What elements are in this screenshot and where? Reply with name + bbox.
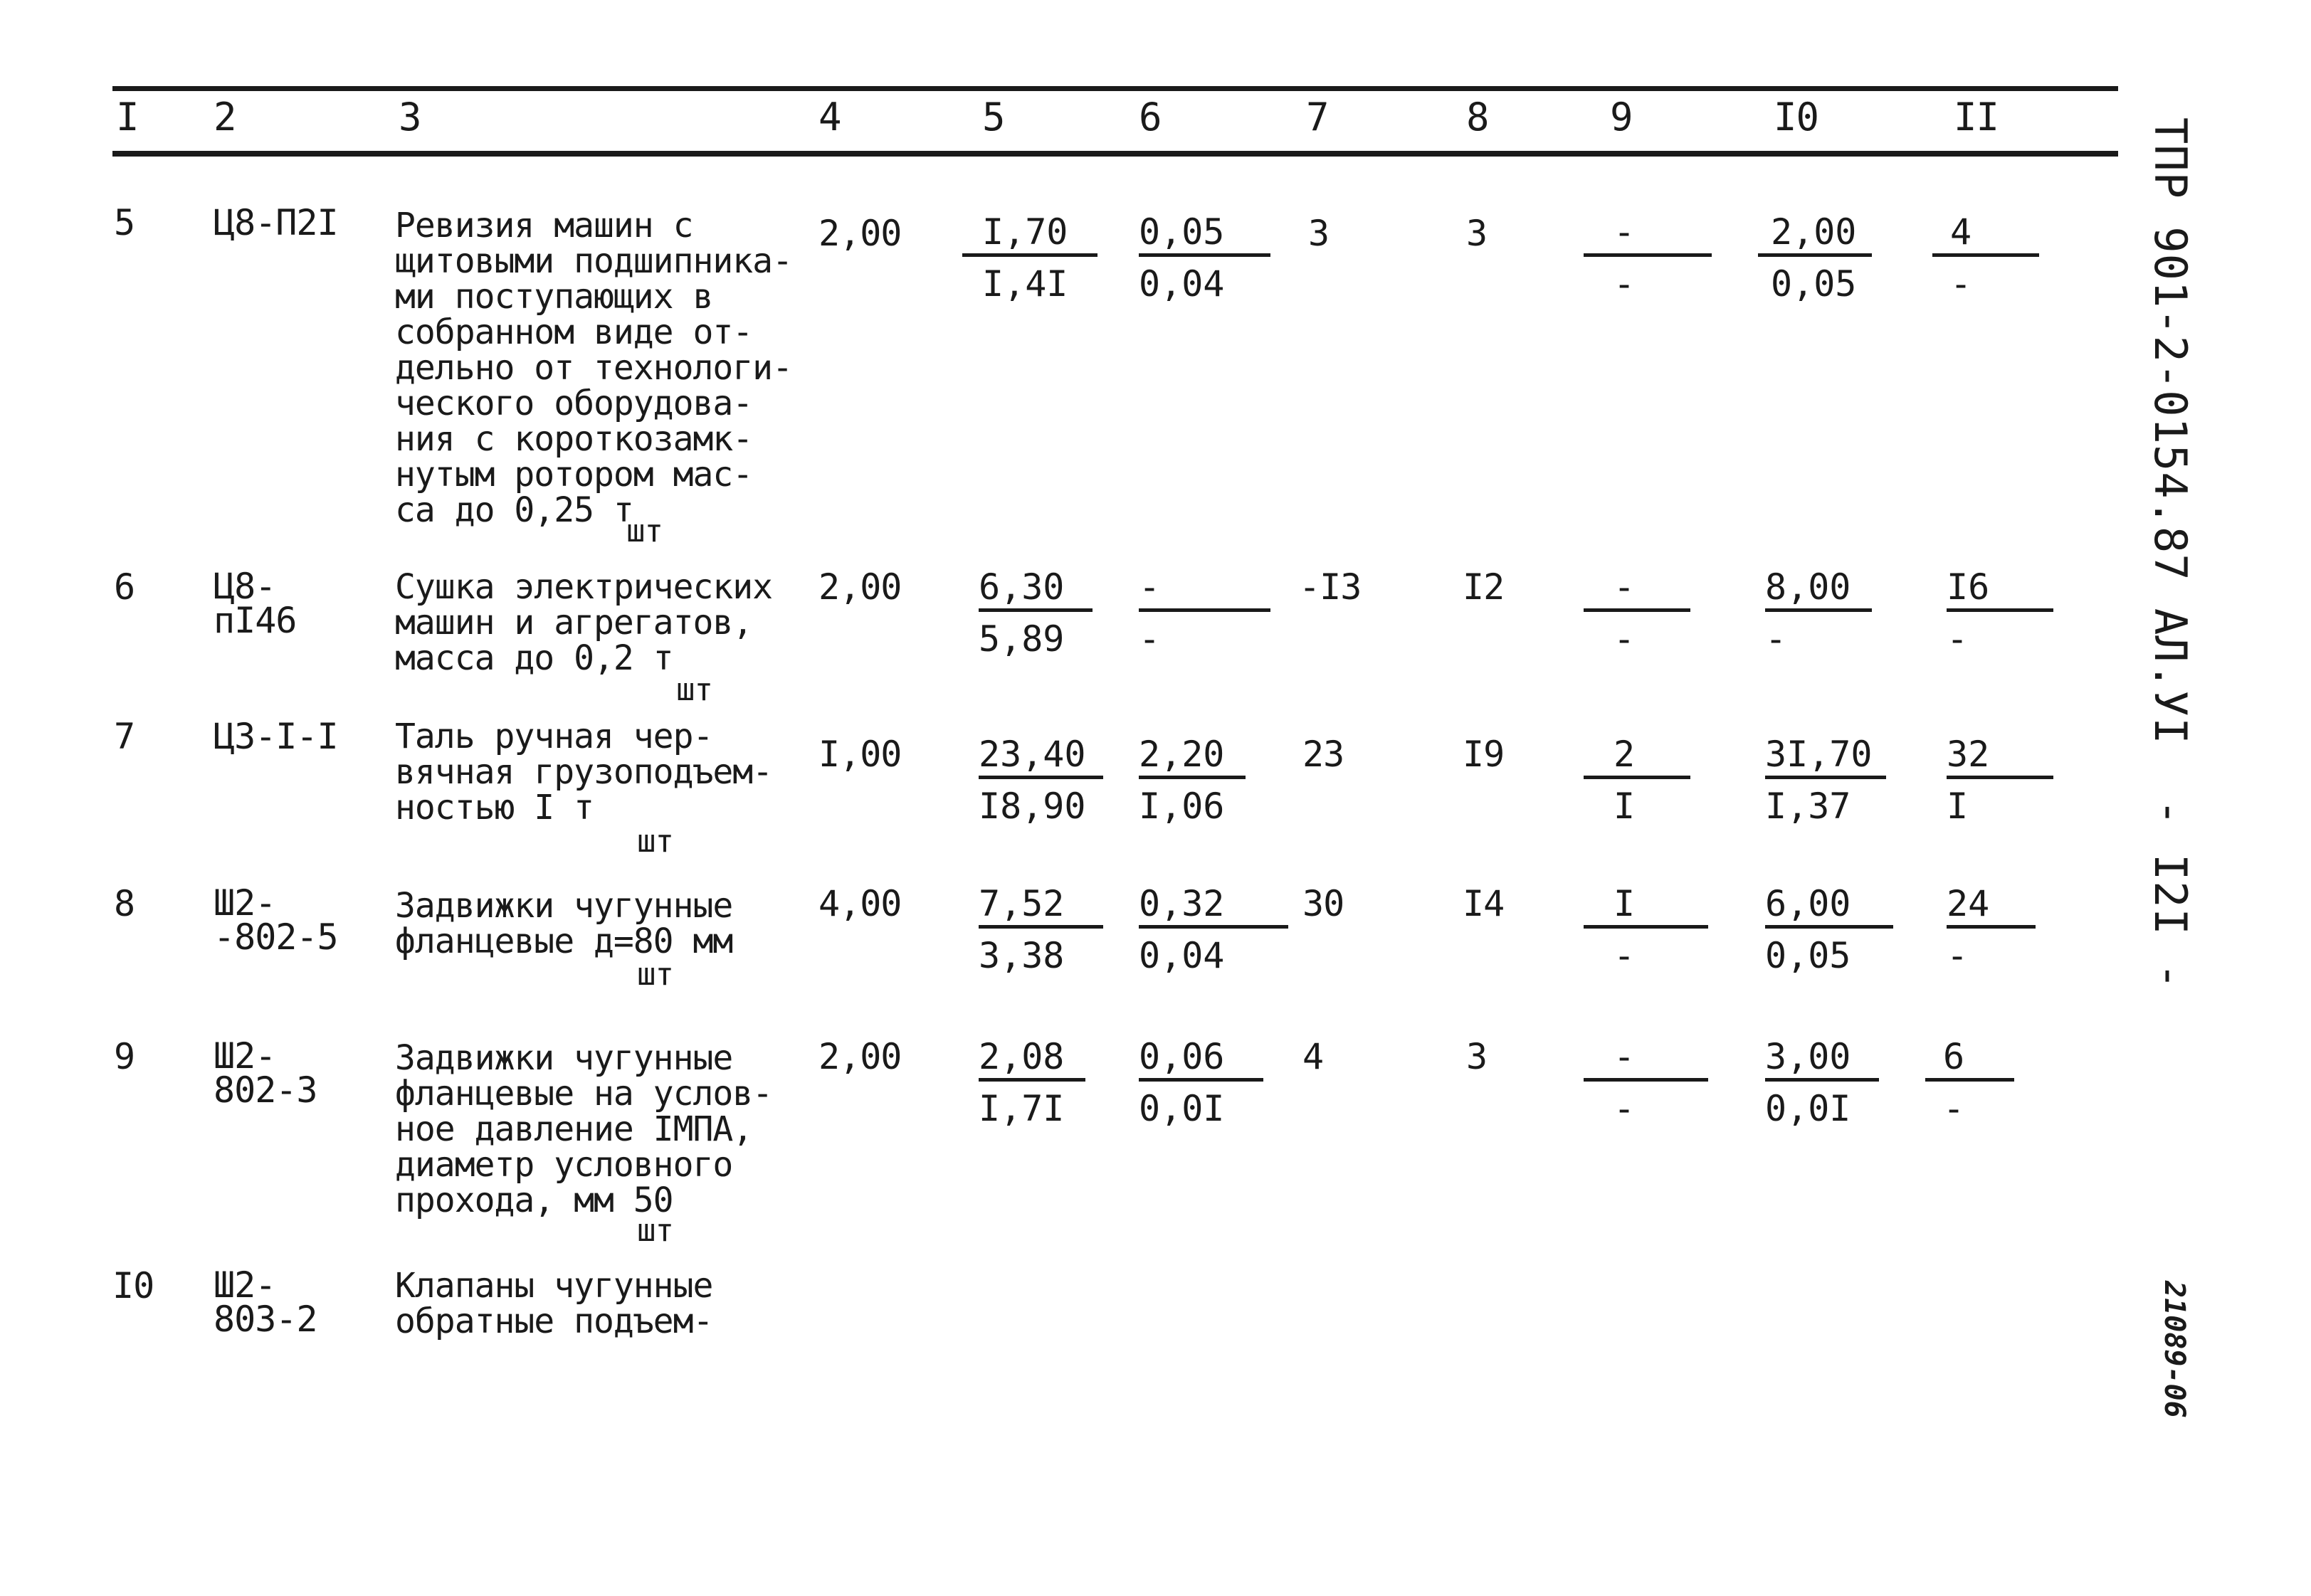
- row-description: [395, 717, 773, 828]
- header-col-7: 7: [1306, 95, 1329, 139]
- col-11-fraction: 4 -: [1932, 212, 2039, 304]
- desc-line: ческого оборудова-: [395, 384, 753, 423]
- col-6-fraction: 0,06 0,0I: [1139, 1037, 1263, 1129]
- desc-line: Таль ручная чер-: [395, 717, 713, 756]
- col-6-fraction: 0,05 0,04: [1139, 212, 1270, 304]
- col-10-fraction: 2,00 0,05: [1758, 212, 1872, 304]
- desc-line: фланцевые на услов-: [395, 1074, 773, 1114]
- col-5-fraction: 6,30 5,89: [979, 567, 1093, 659]
- row-description: [395, 1268, 712, 1339]
- row-unit: шт: [626, 513, 663, 549]
- desc-line: собранном виде от-: [395, 312, 753, 352]
- col-7-value: 3: [1308, 213, 1330, 254]
- desc-line: фланцевые д=80 мм: [395, 921, 733, 961]
- col-11-fraction: 32 I: [1947, 734, 2053, 826]
- col-4-value: 2,00: [818, 213, 902, 254]
- top-rule: [112, 86, 2118, 91]
- col-4-value: 2,00: [818, 1036, 902, 1077]
- row-description: [395, 208, 792, 528]
- header-col-5: 5: [982, 95, 1005, 139]
- desc-line: Клапаны чугунные: [395, 1266, 713, 1306]
- desc-line: Задвижки чугунные: [395, 886, 733, 926]
- col-9-fraction: 2 I: [1584, 734, 1690, 826]
- header-col-2: 2: [214, 95, 236, 139]
- col-11-fraction: I6 -: [1947, 567, 2053, 659]
- side-inventory-number: 21089-06: [2158, 1281, 2191, 1418]
- row-unit: шт: [676, 672, 712, 708]
- row-code: Ш2- 802-3: [214, 1035, 317, 1111]
- row-unit: шт: [637, 1212, 673, 1249]
- col-4-value: 2,00: [818, 566, 902, 608]
- desc-line: масса до 0,2 т: [395, 638, 673, 678]
- row-description: [395, 888, 732, 959]
- header-col-9: 9: [1610, 95, 1633, 139]
- row-code: Ц8-П2I: [214, 202, 338, 243]
- desc-line: са до 0,25 т: [395, 490, 633, 530]
- desc-line: Задвижки чугунные: [395, 1038, 733, 1078]
- row-unit: шт: [637, 823, 673, 860]
- desc-line: прохода, мм 50: [395, 1180, 673, 1220]
- header-col-8: 8: [1466, 95, 1489, 139]
- header-col-3: 3: [399, 95, 421, 139]
- desc-line: нутым ротором мас-: [395, 455, 753, 495]
- header-col-11: II: [1954, 95, 1999, 139]
- row-code: Ш2- -802-5: [214, 882, 338, 958]
- row-number: 7: [114, 716, 135, 757]
- header-col-4: 4: [818, 95, 841, 139]
- header-rule: [112, 151, 2118, 157]
- row-number: 5: [114, 202, 135, 243]
- header-col-10: I0: [1774, 95, 1819, 139]
- row-description: [395, 1040, 772, 1218]
- col-6-fraction: 2,20 I,06: [1139, 734, 1246, 826]
- row-number: 6: [114, 566, 135, 608]
- desc-line: вячная грузоподъем-: [395, 752, 773, 792]
- row-number: I0: [112, 1265, 154, 1306]
- desc-line: диаметр условного: [395, 1145, 733, 1185]
- col-7-value: -I3: [1299, 566, 1362, 608]
- desc-line: ми поступающих в: [395, 277, 713, 317]
- col-5-fraction: I,70 I,4I: [962, 212, 1097, 304]
- col-8-value: 3: [1466, 1036, 1488, 1077]
- col-7-value: 30: [1302, 883, 1344, 924]
- row-unit: шт: [637, 956, 673, 993]
- desc-line: Сушка электрических: [395, 567, 773, 607]
- row-description: [395, 569, 772, 676]
- col-4-value: I,00: [818, 734, 902, 775]
- col-7-value: 4: [1302, 1036, 1324, 1077]
- desc-line: дельно от технологи-: [395, 348, 792, 388]
- col-9-fraction: - -: [1584, 567, 1690, 659]
- col-5-fraction: 23,40 I8,90: [979, 734, 1103, 826]
- col-10-fraction: 6,00 0,05: [1765, 884, 1893, 976]
- col-9-fraction: - -: [1584, 212, 1712, 304]
- row-number: 8: [114, 883, 135, 924]
- header-col-1: I: [116, 95, 139, 139]
- row-code: Ц8- пI46: [214, 566, 297, 641]
- col-10-fraction: 8,00 -: [1765, 567, 1872, 659]
- col-5-fraction: 2,08 I,7I: [979, 1037, 1085, 1129]
- col-6-fraction: 0,32 0,04: [1139, 884, 1288, 976]
- col-6-fraction: - -: [1139, 567, 1270, 659]
- side-document-code: ТПР 901-2-0154.87 АЛ.УI - I2I -: [2144, 117, 2196, 990]
- desc-line: машин и агрегатов,: [395, 603, 753, 643]
- desc-line: щитовыми подшипника-: [395, 241, 792, 281]
- row-code: Ш2- 803-2: [214, 1264, 317, 1340]
- col-8-value: I2: [1463, 566, 1505, 608]
- desc-line: Ревизия машин с: [395, 206, 693, 245]
- desc-line: ния с короткозамк-: [395, 419, 753, 459]
- desc-line: обратные подъем-: [395, 1301, 713, 1341]
- col-9-fraction: I -: [1584, 884, 1708, 976]
- col-10-fraction: 3,00 0,0I: [1765, 1037, 1879, 1129]
- row-code: Ц3-I-I: [214, 716, 338, 757]
- row-number: 9: [114, 1036, 135, 1077]
- col-4-value: 4,00: [818, 883, 902, 924]
- desc-line: ностью I т: [395, 788, 594, 828]
- col-7-value: 23: [1302, 734, 1344, 775]
- desc-line: ное давление IМПА,: [395, 1109, 753, 1149]
- col-11-fraction: 6 -: [1925, 1037, 2014, 1129]
- header-col-6: 6: [1139, 95, 1162, 139]
- col-10-fraction: 3I,70 I,37: [1765, 734, 1886, 826]
- col-5-fraction: 7,52 3,38: [979, 884, 1103, 976]
- col-8-value: I4: [1463, 883, 1505, 924]
- col-8-value: 3: [1466, 213, 1488, 254]
- col-9-fraction: - -: [1584, 1037, 1708, 1129]
- col-11-fraction: 24 -: [1947, 884, 2036, 976]
- col-8-value: I9: [1463, 734, 1505, 775]
